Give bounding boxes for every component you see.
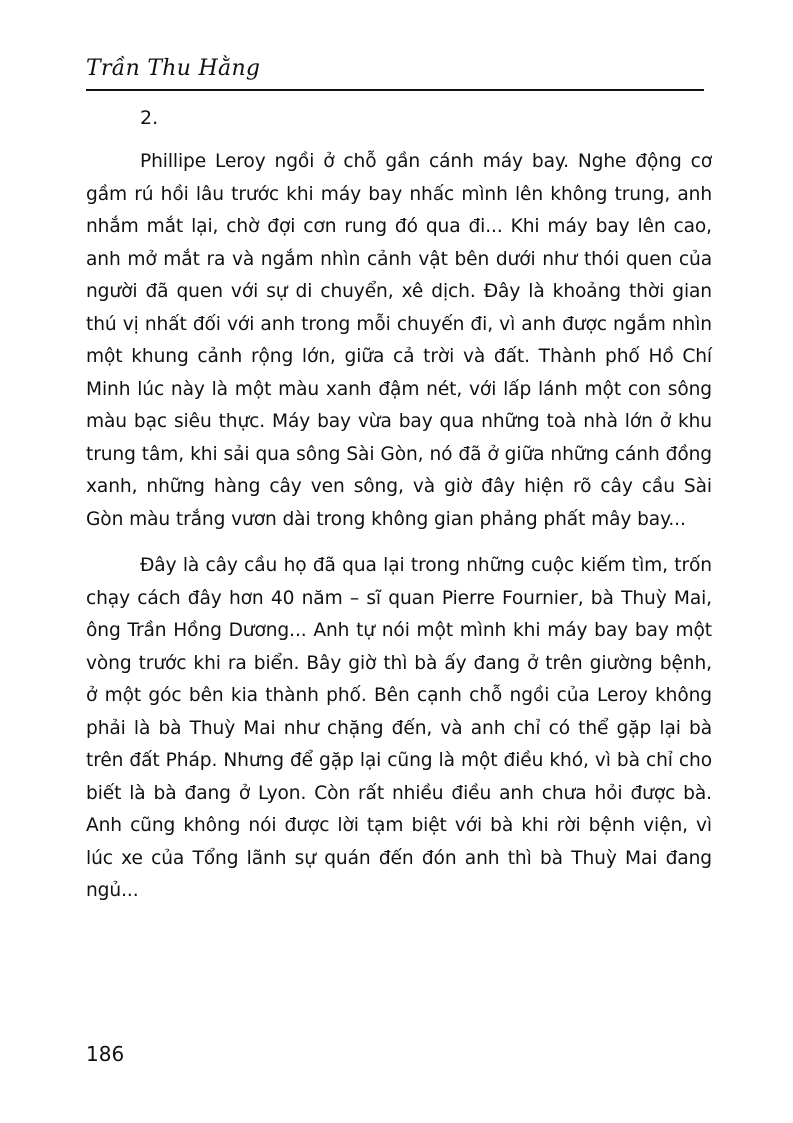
page-body (86, 102, 712, 922)
page-number: 186 (86, 1042, 125, 1066)
header-rule (86, 89, 704, 91)
author-name: Trần Thu Hằng (86, 56, 261, 81)
paragraph-1: Phillipe Leroy ngồi ở chỗ gần cánh máy bay. Nghe động cơ gầm rú hồi lâu trước khi máy bay nhấc mình lên không trung, anh nhắm mắt lại, chờ đợi cơn rung đó qua đi... Khi máy bay lên cao, anh mở mắt ra và ngắm nhìn cảnh vật bên dưới như thói quen của người đã quen với sự di chuyển, xê dịch. Đây là khoảng thời gian thú vị nhất đối với anh trong mỗi chuyến đi, vì anh được ngắm nhìn một khung cảnh rộng lớn, giữa cả trời và đất. Thành phố Hồ Chí Minh lúc này là một màu xanh đậm nét, với lấp lánh một con sông màu bạc siêu thực. Máy bay vừa bay qua những toà nhà lớn ở khu trung tâm, khi sải qua sông Sài Gòn, nó đã ở giữa những cánh đồng xanh, những hàng cây ven sông, và giờ đây hiện rõ cây cầu Sài Gòn màu trắng vươn dài trong không gian phảng phất mây bay... (86, 151, 712, 530)
paragraph-2: Đây là cây cầu họ đã qua lại trong những cuộc kiếm tìm, trốn chạy cách đây hơn 40 năm – sĩ quan Pierre Fournier, bà Thuỳ Mai, ông Trần Hồng Dương... Anh tự nói một mình khi máy bay bay một vòng trước khi ra biển. Bây giờ thì bà ấy đang ở trên giường bệnh, ở một góc bên kia thành phố. Bên cạnh chỗ ngồi của Leroy không phải là bà Thuỳ Mai như chặng đến, và anh chỉ có thể gặp lại bà trên đất Pháp. Nhưng để gặp lại cũng là một điều khó, vì bà chỉ cho biết là bà đang ở Lyon. Còn rất nhiều điều anh chưa hỏi được bà. Anh cũng không nói được lời tạm biệt với bà khi rời bệnh viện, vì lúc xe của Tổng lãnh sự quán đến đón anh thì bà Thuỳ Mai đang ngủ... (86, 555, 712, 901)
section-number: 2. (140, 107, 159, 129)
running-header (86, 55, 704, 83)
